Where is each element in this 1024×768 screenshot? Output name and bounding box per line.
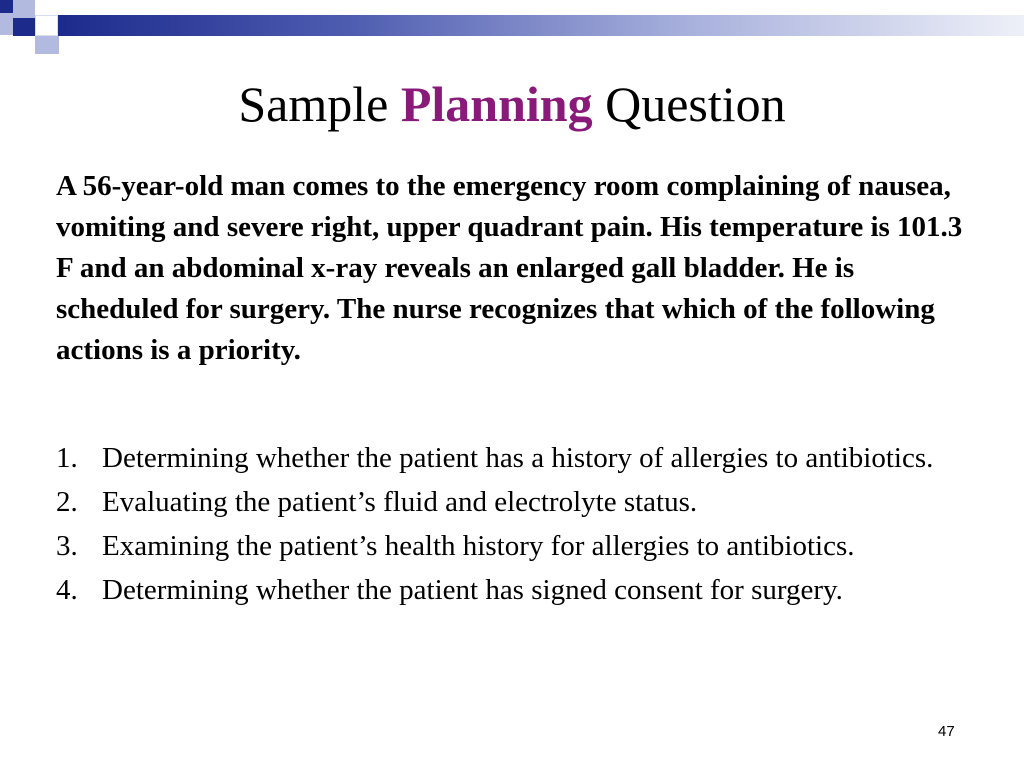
deco-square	[13, 0, 35, 18]
option-text: Evaluating the patient’s fluid and electrolyte status.	[102, 486, 698, 518]
option-number: 3.	[56, 530, 78, 562]
option-number: 2.	[56, 486, 78, 518]
deco-square	[0, 13, 13, 35]
slide-title	[0, 74, 1024, 134]
header-decoration	[0, 0, 1024, 56]
answer-options	[56, 436, 976, 612]
option-text: Examining the patient’s health history for allergies to antibiotics.	[102, 530, 855, 562]
answer-option-4	[56, 568, 976, 612]
option-number: 1.	[56, 442, 78, 474]
title-prefix: Sample	[238, 76, 401, 132]
header-gradient-bar	[58, 15, 1024, 36]
answer-option-1	[56, 436, 976, 480]
page-number: 47	[938, 723, 955, 740]
deco-square	[13, 18, 35, 36]
deco-square	[13, 36, 35, 54]
option-text: Determining whether the patient has signed consent for surgery.	[102, 574, 843, 606]
title-accent: Planning	[400, 76, 593, 132]
option-text: Determining whether the patient has a history of allergies to antibiotics.	[102, 442, 934, 474]
deco-square	[35, 0, 59, 15]
title-suffix: Question	[592, 76, 786, 132]
deco-square	[35, 15, 58, 36]
answer-option-2	[56, 480, 976, 524]
question-text: A 56-year-old man comes to the emergency room complaining of nausea, vomiting and severe right, upper quadrant pain. His temperature is 101.3 F and an abdominal x-ray reveals an enlarged gall bladder. He is scheduled for surgery. The nurse recognizes that which of the following actions is a priority.	[56, 170, 963, 366]
option-number: 4.	[56, 574, 78, 606]
deco-square	[35, 36, 59, 54]
deco-square	[0, 0, 13, 13]
answer-option-3	[56, 524, 976, 568]
